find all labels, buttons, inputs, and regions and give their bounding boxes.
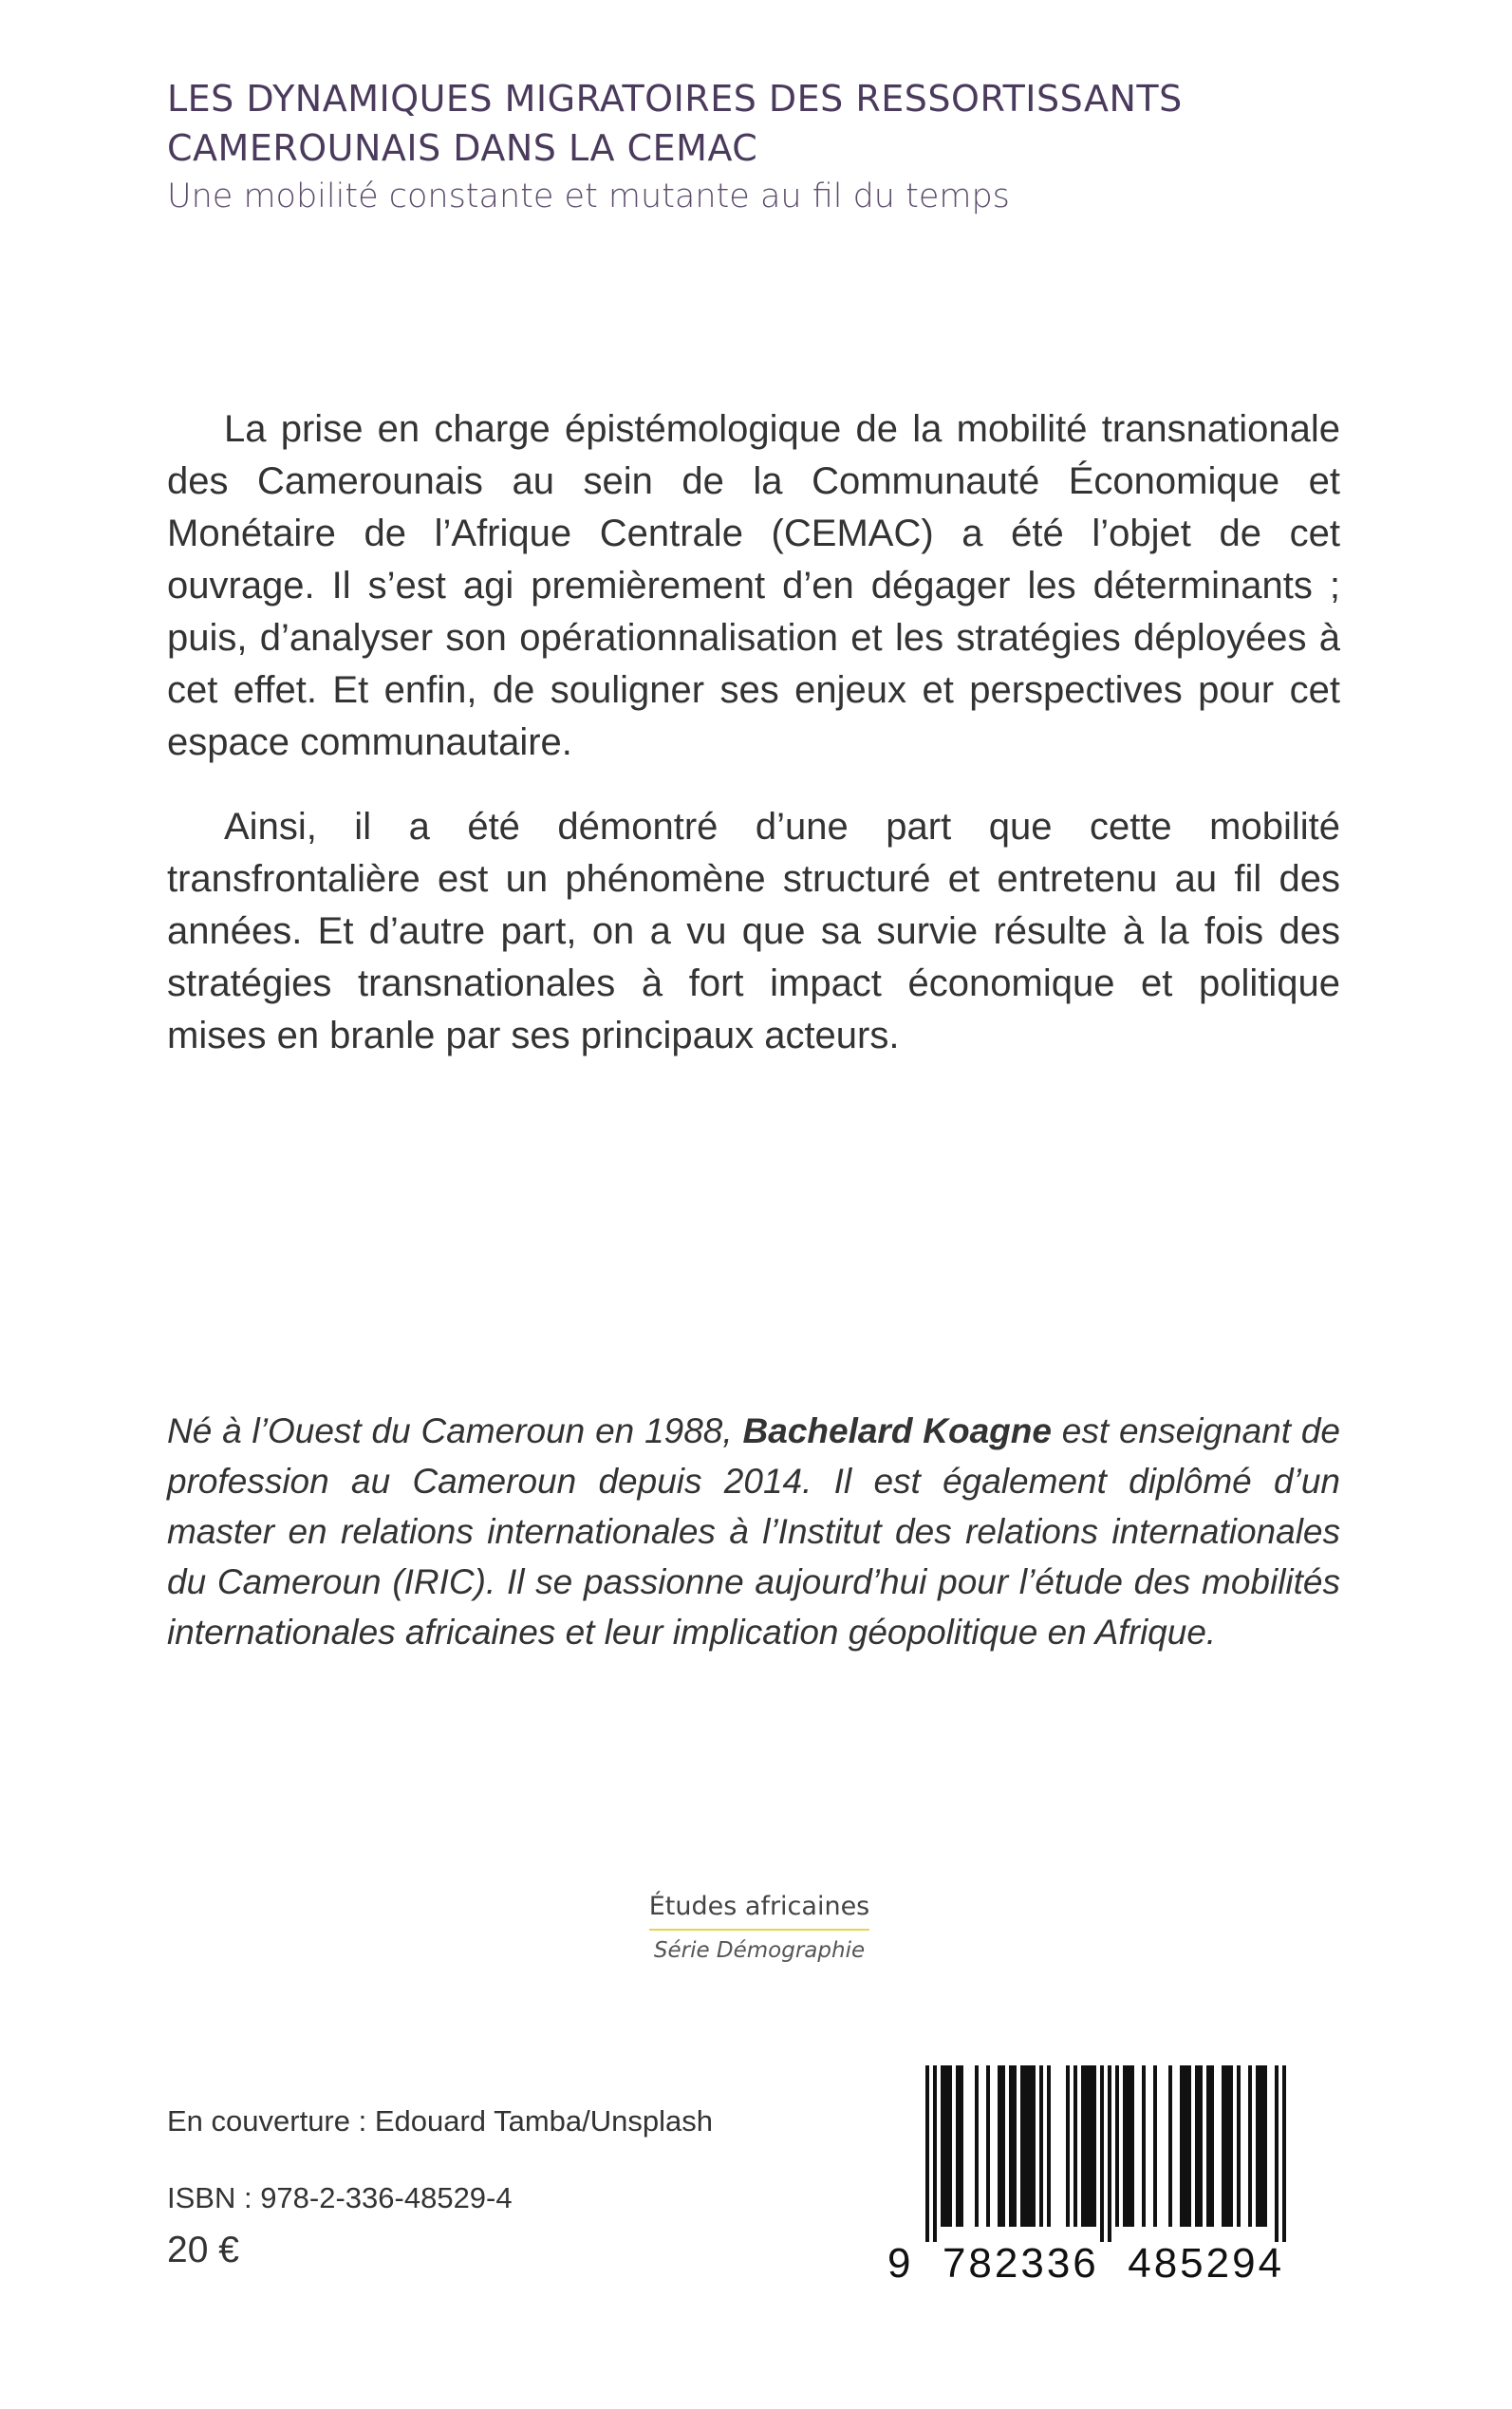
summary-paragraph-2: Ainsi, il a été démontré d’une part que cette mobilité transfrontalière est un phénomène structuré et entretenu au fil des années. Et d’autre part, on a vu que sa survie résulte à la fois des stratégies transnationales à fort impact économique et politique mises en branle par ses principaux acteurs. bbox=[167, 806, 1340, 1056]
barcode-bar bbox=[956, 2065, 960, 2227]
barcode-digit-first: 9 bbox=[887, 2240, 914, 2287]
barcode-bar bbox=[1225, 2065, 1229, 2227]
barcode-bar bbox=[1282, 2065, 1286, 2242]
barcode-bar bbox=[944, 2065, 948, 2227]
barcode-bar bbox=[1127, 2065, 1130, 2227]
barcode-bar bbox=[1085, 2065, 1089, 2227]
barcode-bar bbox=[986, 2065, 990, 2227]
book-header bbox=[167, 74, 1353, 220]
barcode-bar bbox=[1275, 2065, 1279, 2242]
barcode-bar bbox=[1210, 2065, 1214, 2227]
barcode-bar bbox=[1184, 2065, 1187, 2227]
barcode-bar bbox=[1032, 2065, 1036, 2227]
barcode-bar bbox=[1047, 2065, 1051, 2227]
barcode-bar bbox=[1260, 2065, 1263, 2227]
author-bio-intro: Né à l’Ouest du Cameroun en 1988, bbox=[167, 1411, 733, 1450]
barcode-bar bbox=[1187, 2065, 1191, 2227]
barcode-bar bbox=[1199, 2065, 1203, 2227]
barcode-digits-group-2: 485294 bbox=[1128, 2240, 1285, 2287]
barcode-bar bbox=[1195, 2065, 1199, 2227]
barcode-bar bbox=[1142, 2065, 1146, 2227]
book-subtitle: Une mobilité constante et mutante au fil du temps bbox=[167, 177, 1010, 215]
barcode-bar bbox=[1108, 2065, 1111, 2242]
collection-series: Série Démographie bbox=[653, 1938, 866, 1963]
barcode-bar bbox=[1066, 2065, 1070, 2227]
book-summary bbox=[167, 403, 1340, 1094]
author-bio bbox=[167, 1406, 1340, 1657]
barcode-bar bbox=[975, 2065, 979, 2227]
barcode-bar bbox=[925, 2065, 929, 2242]
barcode-bar bbox=[1089, 2065, 1092, 2227]
barcode bbox=[887, 2065, 1324, 2293]
barcode-bar bbox=[1180, 2065, 1184, 2227]
barcode-bar bbox=[1237, 2065, 1241, 2227]
barcode-bar bbox=[1206, 2065, 1210, 2227]
barcode-bar bbox=[960, 2065, 963, 2227]
barcode-bar bbox=[1073, 2065, 1077, 2227]
summary-paragraph-1: La prise en charge épistémologique de la mobilité transnationale des Camerounais au sein de la Communauté Économique et Monétaire de l’Afrique Centrale (CEMAC) a été l’objet de cet ouvrage. Il s’est agi premièrement d’en dégager les déterminants ; puis, d’analyser son opérationnalisation et les stratégies déployées à cet effet. Et enfin, de souligner ses enjeux et perspectives pour cet espace communautaire. bbox=[167, 408, 1340, 763]
cover-credit: En couverture : Edouard Tamba/Unsplash bbox=[167, 2104, 713, 2138]
barcode-bar bbox=[998, 2065, 1001, 2227]
barcode-bar bbox=[1092, 2065, 1096, 2227]
barcode-bar bbox=[1115, 2065, 1119, 2227]
barcode-bar bbox=[1009, 2065, 1013, 2227]
barcode-bar bbox=[1248, 2065, 1252, 2227]
collection-block bbox=[631, 1889, 887, 1967]
book-title-line-1: LES DYNAMIQUES MIGRATOIRES DES RESSORTISSANTS bbox=[167, 78, 1183, 120]
barcode-bar bbox=[1100, 2065, 1104, 2242]
barcode-bar bbox=[1229, 2065, 1233, 2227]
barcode-bar bbox=[1263, 2065, 1267, 2227]
barcode-bar bbox=[1013, 2065, 1017, 2227]
barcode-bar bbox=[933, 2065, 937, 2242]
barcode-digits-group-1: 782336 bbox=[942, 2240, 1099, 2287]
barcode-bar bbox=[1028, 2065, 1032, 2227]
barcode-bar bbox=[1001, 2065, 1005, 2227]
barcode-bar bbox=[1130, 2065, 1134, 2227]
book-title-line-2: CAMEROUNAIS DANS LA CEMAC bbox=[167, 127, 758, 169]
barcode-bar bbox=[1039, 2065, 1043, 2227]
barcode-bar bbox=[1168, 2065, 1172, 2227]
isbn: ISBN : 978-2-336-48529-4 bbox=[167, 2181, 513, 2214]
author-name: Bachelard Koagne bbox=[742, 1411, 1052, 1450]
barcode-bar bbox=[1256, 2065, 1260, 2227]
barcode-bar bbox=[948, 2065, 952, 2227]
price: 20 € bbox=[167, 2230, 239, 2270]
barcode-bar bbox=[1153, 2065, 1157, 2227]
barcode-bar bbox=[1081, 2065, 1085, 2227]
barcode-bar bbox=[1020, 2065, 1024, 2227]
barcode-bar bbox=[1222, 2065, 1225, 2227]
barcode-bar bbox=[1123, 2065, 1127, 2227]
barcode-digits bbox=[887, 2240, 1324, 2288]
barcode-bar bbox=[1024, 2065, 1028, 2227]
barcode-bar bbox=[941, 2065, 944, 2227]
collection-name: Études africaines bbox=[649, 1889, 870, 1931]
barcode-bars bbox=[887, 2065, 1324, 2246]
author-bio-text: est enseignant de profession au Cameroun depuis 2014. Il est également diplômé d’un master en relations internationales à l’Institut des relations internationales du Cameroun (IRIC). Il se passionne aujourd’hui pour l’étude des mobilités internationales africaines et leur implication géopolitique en Afrique. bbox=[167, 1411, 1340, 1652]
